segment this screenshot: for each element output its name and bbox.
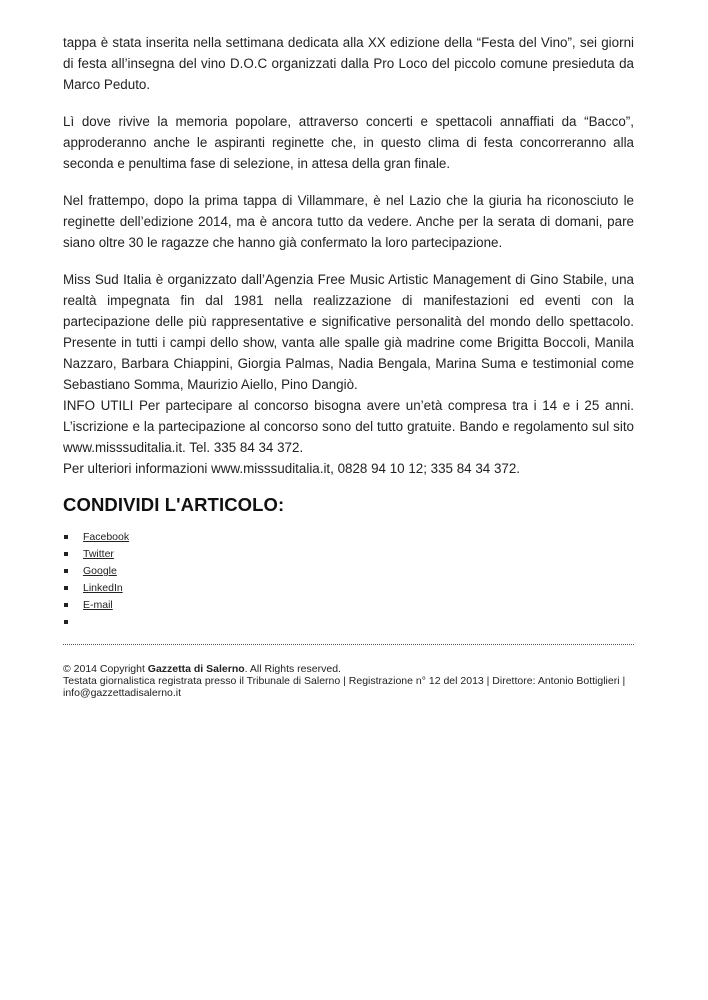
article-body (63, 32, 634, 479)
share-list (63, 529, 634, 631)
share-item-email (63, 597, 634, 614)
bullet-icon (64, 569, 68, 573)
article-paragraph: Lì dove rivive la memoria popolare, attraverso concerti e spettacoli annaffiati da “Bacco”, approderanno anche le aspiranti reginette che, in questo clima di festa concorreranno alla seconda e penultima fase di selezione, in attesa della gran finale. (63, 114, 634, 171)
article-page (63, 32, 634, 699)
bullet-icon (64, 586, 68, 590)
bullet-icon (64, 620, 68, 624)
info-paragraph: INFO UTILI Per partecipare al concorso bisogna avere un’età compresa tra i 14 e i 25 anni. L’iscrizione e la partecipazione al concorso sono del tutto gratuite. Bando e regolamento sul sito www.misssuditalia.it. Tel. 335 84 34 372. (63, 398, 634, 455)
share-link-facebook[interactable]: Facebook (83, 531, 130, 543)
share-title: CONDIVIDI L'ARTICOLO: (63, 494, 285, 515)
site-footer (63, 663, 634, 699)
share-link-email[interactable]: E-mail (83, 599, 113, 611)
bullet-icon (64, 535, 68, 539)
copyright-prefix: © 2014 Copyright (63, 663, 148, 675)
bullet-icon (64, 552, 68, 556)
article-paragraph: Miss Sud Italia è organizzato dall’Agenzia Free Music Artistic Management di Gino Stabile, una realtà impegnata fin dal 1981 nella realizzazione di manifestazioni ed eventi con la partecipazione delle più rappresentative e significative personalità del mondo dello spettacolo. Presente in tutti i campi dello show, vanta alle spalle già madrine come Brigitta Boccoli, Manila Nazzaro, Barbara Chiappini, Giorgia Palmas, Nadia Bengala, Marina Suma e testimonial come Sebastiano Somma, Maurizio Aiello, Pino Dangiò. (63, 272, 634, 392)
registration-line: Testata giornalistica registrata presso il Tribunale di Salerno | Registrazione n° 12 del 2013 | Direttore: Antonio Bottiglieri | info@gazzettadisalerno.it (63, 675, 626, 699)
bullet-icon (64, 603, 68, 607)
share-link-twitter[interactable]: Twitter (83, 548, 114, 560)
share-item-empty (63, 614, 634, 631)
article-paragraph: Nel frattempo, dopo la prima tappa di Villammare, è nel Lazio che la giuria ha riconosciuto le reginette dell’edizione 2014, ma è ancora tutto da vedere. Anche per la serata di domani, pare siano oltre 30 le ragazze che hanno già confermato la loro partecipazione. (63, 193, 634, 250)
article-paragraph: tappa è stata inserita nella settimana dedicata alla XX edizione della “Festa del Vino”, sei giorni di festa all’insegna del vino D.O.C organizzati dalla Pro Loco del piccolo comune presieduta da Marco Peduto. (63, 35, 634, 92)
info-contacts: Per ulteriori informazioni www.misssuditalia.it, 0828 94 10 12; 335 84 34 372. (63, 461, 521, 476)
share-item-google (63, 563, 634, 580)
share-item-linkedin (63, 580, 634, 597)
copyright-line (63, 663, 634, 675)
footer-divider (63, 644, 634, 645)
info-block (63, 395, 634, 479)
share-link-linkedin[interactable]: LinkedIn (83, 582, 123, 594)
share-item-facebook (63, 529, 634, 546)
share-item-twitter (63, 546, 634, 563)
copyright-suffix: . All Rights reserved. (244, 663, 341, 675)
share-link-google[interactable]: Google (83, 565, 117, 577)
footer-brand: Gazzetta di Salerno (147, 663, 245, 675)
